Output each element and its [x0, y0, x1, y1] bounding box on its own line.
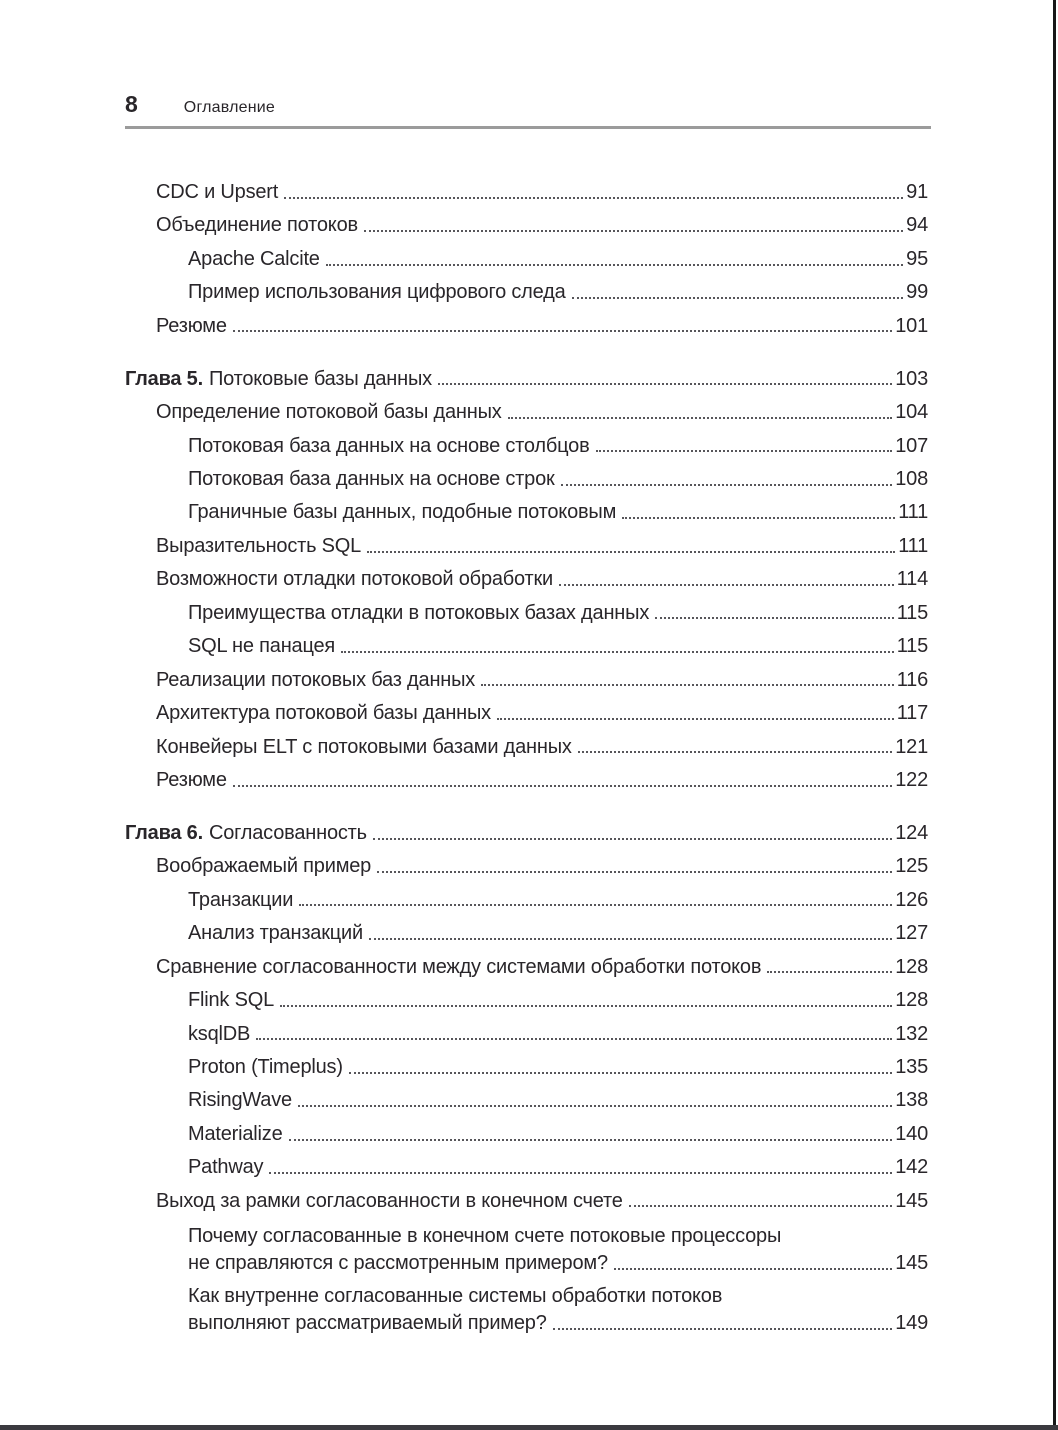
- page-number: 8: [125, 91, 138, 117]
- toc-entry: [125, 463, 928, 496]
- dot-leader: [364, 230, 903, 232]
- toc-entry-page: 114: [896, 568, 928, 591]
- toc-entry-page: 135: [895, 1055, 928, 1078]
- toc-entry-title: Почему согласованные в конечном счете потоковые процессоры: [188, 1225, 782, 1248]
- dot-leader: [497, 718, 894, 720]
- dot-leader: [373, 838, 892, 840]
- toc-entry-line: [188, 463, 928, 496]
- dot-leader: [349, 1072, 892, 1074]
- toc-entry-line: [188, 430, 928, 463]
- toc-entry-title: выполняют рассматриваемый пример?: [188, 1312, 547, 1335]
- dot-leader: [572, 297, 904, 299]
- dot-leader: [596, 450, 893, 452]
- toc-entry-title: Сравнение согласованности между системами обработки потоков: [156, 955, 762, 978]
- dot-leader: [629, 1205, 893, 1207]
- dot-leader: [233, 785, 892, 787]
- toc-entry: [125, 764, 928, 797]
- toc-entry: [125, 917, 928, 950]
- toc-entry-page: 107: [895, 434, 928, 457]
- toc-entry-title: не справляются с рассмотренным примером?: [188, 1252, 608, 1275]
- dot-leader: [367, 551, 895, 553]
- toc-entry-title: Воображаемый пример: [156, 855, 372, 878]
- toc-entry-page: 128: [895, 989, 928, 1012]
- toc-entry-title: SQL не панацея: [188, 635, 336, 658]
- dot-leader: [508, 417, 893, 419]
- toc-entry-line: [188, 276, 928, 309]
- toc-entry-line: [125, 363, 928, 396]
- scan-edge-line: [1053, 0, 1056, 1430]
- toc-entry-title: Пример использования цифрового следа: [188, 281, 566, 304]
- toc-entry: [125, 630, 928, 663]
- toc-entry-page: 101: [895, 314, 928, 337]
- toc-entry-title: ksqlDB: [188, 1022, 251, 1045]
- toc-entry-title: Потоковая база данных на основе строк: [188, 468, 555, 490]
- toc-entry-page: 91: [906, 181, 928, 203]
- toc-entry-title: Определение потоковой базы данных: [156, 401, 502, 424]
- dot-leader: [269, 1172, 892, 1174]
- dot-leader: [655, 617, 894, 619]
- toc-entry: [125, 563, 928, 596]
- toc-entry: [125, 884, 928, 917]
- dot-leader: [614, 1268, 892, 1270]
- dot-leader: [559, 584, 894, 586]
- toc-entry-line: [125, 817, 928, 850]
- toc-entry-page: 95: [906, 247, 928, 270]
- toc-entry-title: Архитектура потоковой базы данных: [156, 702, 491, 725]
- toc-entry-page: 116: [896, 668, 928, 691]
- toc-entry: [125, 817, 928, 850]
- toc-entry-title: Согласованность: [208, 821, 367, 844]
- toc-entry-page: 145: [895, 1189, 928, 1212]
- toc-entry-page: 132: [895, 1022, 928, 1045]
- chapter-label: Глава 6.: [125, 821, 203, 844]
- toc-entry-page: 140: [895, 1122, 928, 1145]
- toc-entry-page: 104: [895, 401, 928, 424]
- toc-entry-line: [156, 209, 928, 242]
- scan-bottom-bar: [0, 1425, 1058, 1430]
- toc-entry-page: 94: [906, 214, 928, 237]
- toc-entry-line: [188, 917, 928, 950]
- toc-entry: [125, 1185, 928, 1218]
- toc-entry: [125, 664, 928, 697]
- toc-entry-line: [156, 664, 928, 697]
- toc-entry: [125, 1051, 928, 1084]
- toc-entry-page: 128: [895, 955, 928, 978]
- toc-entry: [125, 243, 928, 276]
- toc-entry-page: 149: [895, 1312, 928, 1335]
- toc-entry-line: [188, 1151, 928, 1184]
- toc-entry-title: Выразительность SQL: [156, 534, 362, 557]
- toc-entry: [125, 697, 928, 730]
- toc-entry-title: Транзакции: [188, 888, 294, 911]
- toc-entry: [125, 310, 928, 343]
- toc-entry-line: [156, 530, 928, 563]
- toc-entry-page: 103: [895, 367, 928, 390]
- toc-entry: [125, 430, 928, 463]
- toc-entry-title: Materialize: [188, 1122, 283, 1145]
- toc-entry: [125, 850, 928, 883]
- dot-leader: [553, 1328, 893, 1330]
- dot-leader: [481, 684, 894, 686]
- toc-entry: [125, 176, 928, 209]
- toc-entry-line: [188, 1051, 928, 1084]
- toc-entry-page: 124: [895, 821, 928, 844]
- toc: [125, 176, 928, 1340]
- toc-entry: [125, 1151, 928, 1184]
- toc-entry-line: [188, 1018, 928, 1051]
- dot-leader: [233, 330, 892, 332]
- dot-leader: [561, 484, 893, 486]
- toc-entry: [125, 1223, 928, 1278]
- dot-leader: [280, 1005, 892, 1007]
- toc-entry-page: 111: [898, 534, 928, 557]
- toc-entry-line: [156, 731, 928, 764]
- toc-entry-line: [156, 951, 928, 984]
- dot-leader: [767, 971, 892, 973]
- toc-entry-line: [156, 310, 928, 343]
- dot-leader: [341, 651, 894, 653]
- running-head: [125, 93, 930, 116]
- toc-entry: [125, 496, 928, 529]
- toc-entry-line: [156, 764, 928, 797]
- toc-entry-title: Резюме: [156, 768, 227, 791]
- toc-entry-title: Pathway: [188, 1156, 264, 1179]
- toc-entry-title: Как внутренне согласованные системы обработки потоков: [188, 1284, 723, 1307]
- toc-entry-title: Потоковые базы данных: [208, 367, 432, 390]
- toc-entry-line: [188, 496, 928, 529]
- toc-entry: [125, 530, 928, 563]
- toc-entry: [125, 363, 928, 396]
- toc-entry-line: [188, 1310, 928, 1337]
- header-rule: [125, 126, 931, 129]
- toc-entry-page: 121: [895, 735, 928, 758]
- toc-entry-page: 122: [895, 768, 928, 791]
- toc-entry: [125, 1084, 928, 1117]
- toc-entry: [125, 731, 928, 764]
- toc-entry-title: Возможности отладки потоковой обработки: [156, 568, 554, 591]
- toc-entry-title: Apache Calcite: [188, 247, 320, 270]
- toc-entry-line: [156, 176, 928, 209]
- toc-entry-page: 115: [896, 635, 928, 658]
- toc-entry-page: 108: [895, 468, 928, 490]
- toc-entry-page: 126: [895, 888, 928, 911]
- dot-leader: [284, 197, 903, 199]
- toc-entry-page: 111: [898, 501, 928, 524]
- toc-entry-line: [156, 697, 928, 730]
- toc-entry-line: [188, 1223, 928, 1250]
- toc-entry-line: [188, 1084, 928, 1117]
- toc-entry: [125, 597, 928, 630]
- dot-leader: [326, 264, 903, 266]
- toc-entry-line: [156, 396, 928, 429]
- running-head-title: Оглавление: [183, 99, 275, 116]
- toc-entry: [125, 276, 928, 309]
- toc-entry: [125, 951, 928, 984]
- chapter-label: Глава 5.: [125, 367, 203, 390]
- toc-entry-title: Граничные базы данных, подобные потоковым: [188, 501, 617, 524]
- toc-entry-page: 99: [906, 281, 928, 304]
- toc-entry-title: Proton (Timeplus): [188, 1055, 343, 1078]
- toc-entry-line: [188, 984, 928, 1017]
- toc-entry-page: 115: [896, 601, 928, 624]
- toc-entry: [125, 984, 928, 1017]
- dot-leader: [622, 517, 895, 519]
- toc-entry-line: [188, 1283, 928, 1310]
- toc-entry-title: Анализ транзакций: [188, 922, 363, 945]
- toc-entry-title: Flink SQL: [188, 989, 275, 1012]
- toc-entry-line: [188, 884, 928, 917]
- toc-entry: [125, 1018, 928, 1051]
- toc-entry-page: 127: [895, 922, 928, 945]
- dot-leader: [438, 383, 892, 385]
- toc-entry-line: [156, 850, 928, 883]
- dot-leader: [377, 871, 892, 873]
- toc-entry-title: Выход за рамки согласованности в конечном счете: [156, 1189, 623, 1212]
- dot-leader: [289, 1139, 893, 1141]
- dot-leader: [578, 751, 893, 753]
- toc-entry: [125, 396, 928, 429]
- toc-entry-title: Преимущества отладки в потоковых базах данных: [188, 601, 650, 624]
- toc-entry: [125, 1283, 928, 1338]
- toc-entry-title: CDC и Upsert: [156, 181, 279, 203]
- dot-leader: [298, 1105, 892, 1107]
- toc-entry-title: Резюме: [156, 314, 227, 337]
- toc-entry-title: Реализации потоковых баз данных: [156, 668, 476, 691]
- toc-entry-title: RisingWave: [188, 1089, 292, 1112]
- toc-entry-line: [156, 1185, 928, 1218]
- toc-entry: [125, 209, 928, 242]
- toc-entry-page: 125: [895, 855, 928, 878]
- toc-entry: [125, 1118, 928, 1151]
- toc-entry-line: [188, 243, 928, 276]
- toc-entry-title: Конвейеры ELT с потоковыми базами данных: [156, 735, 572, 758]
- toc-entry-page: 138: [895, 1089, 928, 1112]
- dot-leader: [369, 938, 892, 940]
- toc-entry-line: [188, 597, 928, 630]
- dot-leader: [256, 1038, 892, 1040]
- toc-entry-page: 145: [895, 1252, 928, 1275]
- toc-entry-page: 142: [895, 1156, 928, 1179]
- toc-entry-title: Потоковая база данных на основе столбцов: [188, 434, 590, 457]
- toc-entry-title: Объединение потоков: [156, 214, 358, 237]
- dot-leader: [299, 904, 892, 906]
- toc-entry-line: [156, 563, 928, 596]
- toc-entry-page: 117: [896, 702, 928, 725]
- toc-entry-line: [188, 630, 928, 663]
- toc-entry-line: [188, 1250, 928, 1277]
- toc-entry-line: [188, 1118, 928, 1151]
